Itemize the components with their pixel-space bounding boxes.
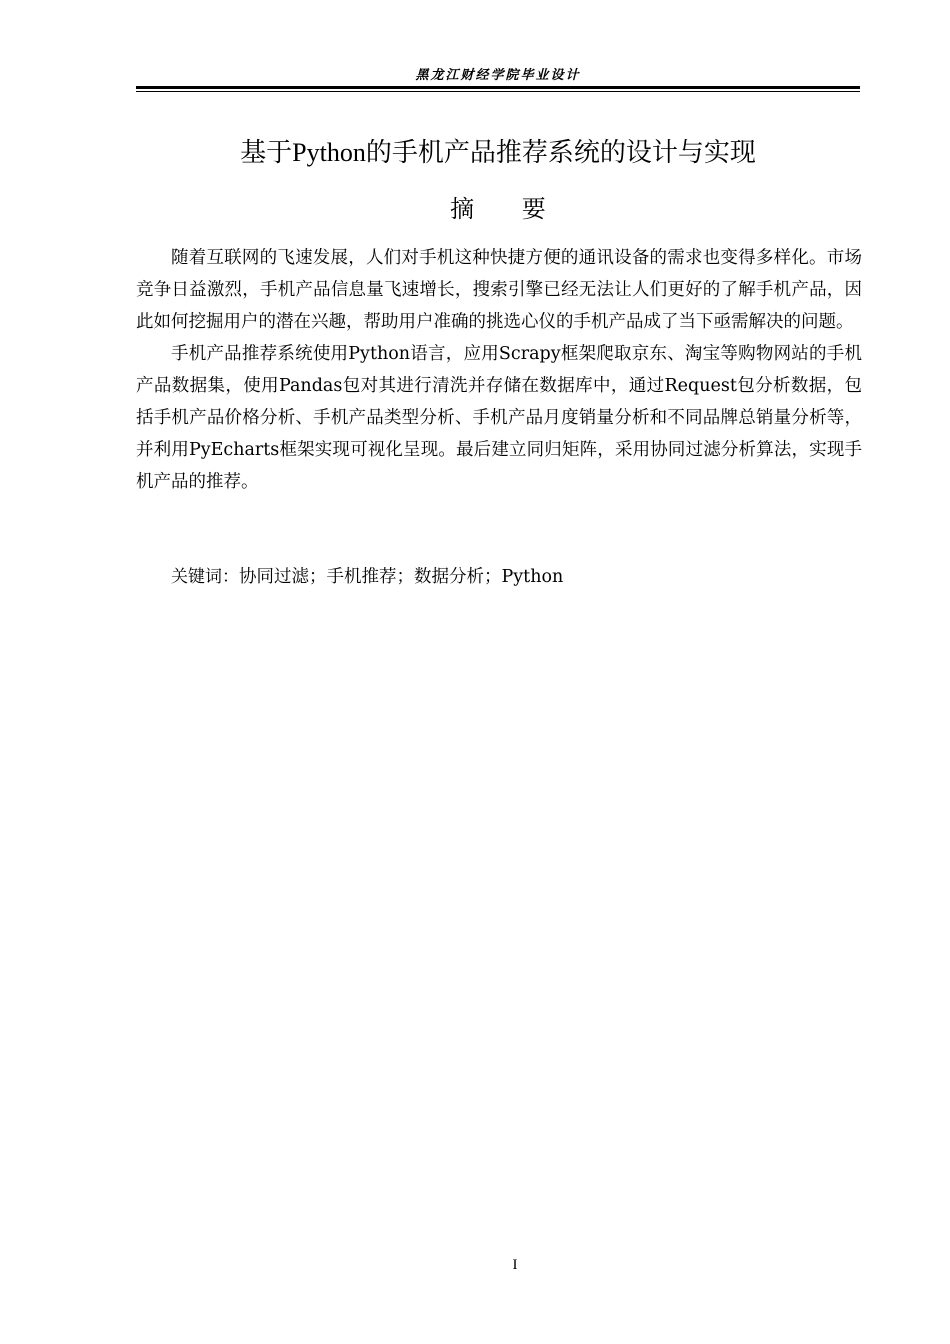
thesis-title [136, 132, 860, 169]
abstract-paragraph-2: 手机产品推荐系统使用Python语言，应用Scrapy框架爬取京东、淘宝等购物网站的手机产品数据集，使用Pandas包对其进行清洗并存储在数据库中，通过Request包分析数据，包括手机产品价格分析、手机产品类型分析、手机产品月度销量分析和不同品牌总销量分析等，并利用PyEcharts框架实现可视化呈现。最后建立同归矩阵，采用协同过滤分析算法，实现手机产品的推荐。 [136, 344, 862, 492]
header-rule-thin [136, 91, 860, 92]
keywords-line [171, 561, 563, 593]
page-header [136, 64, 860, 83]
keywords-label: 关键词： [171, 567, 239, 587]
header-rule-thick [136, 86, 860, 89]
title-python: Python [292, 138, 366, 167]
header-school-name: 黑龙江财经学院毕业设计 [415, 68, 581, 83]
title-prefix: 基于 [240, 138, 293, 168]
abstract-body [136, 242, 862, 498]
page-number: I [512, 1257, 518, 1273]
keywords-value: 协同过滤；手机推荐；数据分析；Python [239, 567, 564, 587]
abstract-paragraph-1: 随着互联网的飞速发展，人们对手机这种快捷方便的通讯设备的需求也变得多样化。市场竞争日益激烈，手机产品信息量飞速增长，搜索引擎已经无法让人们更好的了解手机产品，因此如何挖掘用户的潜在兴趣，帮助用户准确的挑选心仪的手机产品成了当下亟需解决的问题。 [136, 248, 862, 332]
title-suffix: 的手机产品推荐系统的设计与实现 [365, 138, 756, 168]
abstract-heading: 摘 要 [450, 195, 546, 223]
